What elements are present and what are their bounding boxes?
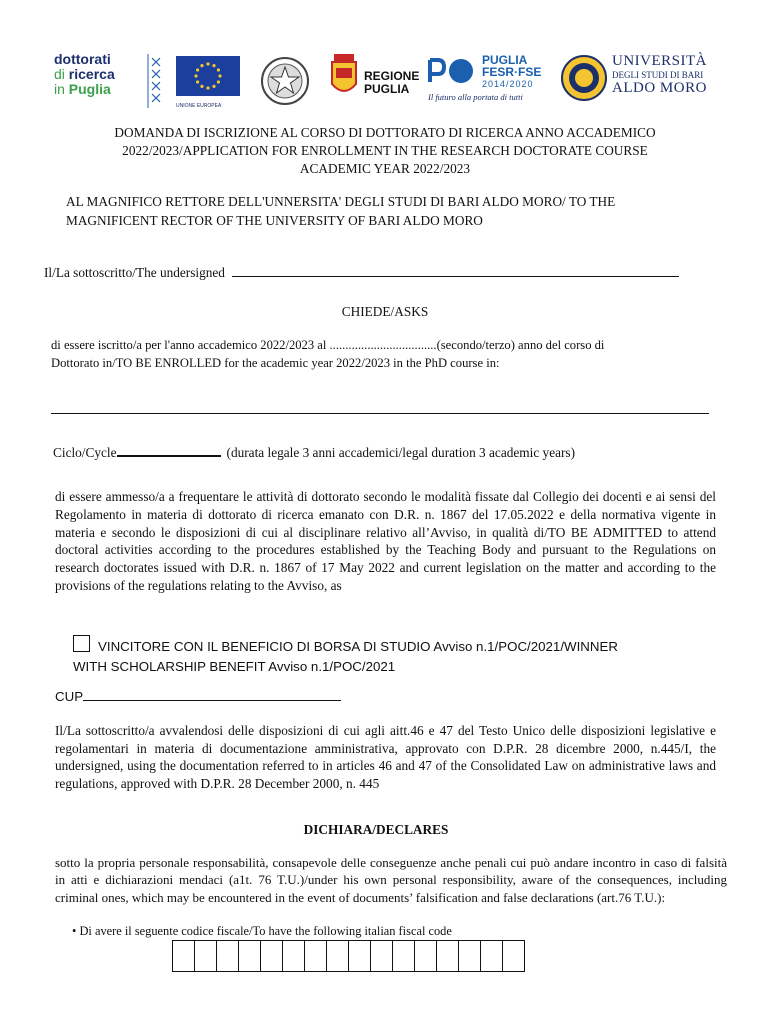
por-line1: PUGLIA [482,53,528,67]
fiscal-code-cell[interactable] [348,940,371,972]
uniba-line3: ALDO MORO [612,80,707,96]
por-puglia-logo [428,54,552,108]
admission-paragraph: di essere ammesso/a a frequentare le attività di dottorato secondo le modalità fissate dal Collegio dei docenti e ai sensi del Regolamento in materia di dottorato di ricerca emanato con D.R. n. 1867 del 17.05.2022 e della normativa vigente in materia e secondo le disposizioni di cui al disciplinare relativo all’Avviso, in qualità di/TO BE ADMITTED to attend doctoral activities according to the procedures established by the Teaching Body and pursuant to the Regulations on research doctorates issued with D.R. n. 1867 of 17 May 2022 and current legislation on the matter and according to the provisions of the regulations relating to the Avviso, as [55,489,716,593]
fiscal-code-cell[interactable] [436,940,459,972]
fiscal-code-cell[interactable] [238,940,261,972]
fiscal-code-row [72,923,452,939]
dna-icon [140,54,164,108]
regione-puglia-crest-icon [326,52,362,100]
fiscal-code-cell[interactable] [458,940,481,972]
uniba-logo [560,54,720,108]
por-tagline: Il futuro alla portata di tutti [428,92,523,102]
dottorati-logo-line1: dottorati [54,51,111,67]
undersigned-row [44,264,714,281]
winner-option [73,635,733,677]
responsibility-paragraph: sotto la propria personale responsabilità, consapevole delle conseguenze anche penali cui può andare incontro in caso di falsità in atti e dichiarazioni mendaci (a1t. 76 T.U.)/under his own personal responsibility, aware of the consequences, including criminal ones, which may be encountered in the event of documents’ falsification and false declarations (art.76 T.U.): [55,855,727,905]
eu-logo [176,56,242,108]
cup-field[interactable] [83,700,341,701]
italian-republic-emblem-icon [260,54,310,108]
fiscal-code-cell[interactable] [480,940,503,972]
fiscal-code-cell[interactable] [304,940,327,972]
por-line2: FESR·FSE [482,65,542,79]
winner-checkbox[interactable] [73,635,90,652]
fiscal-code-cell[interactable] [326,940,349,972]
cycle-field[interactable] [117,455,221,457]
phd-course-field[interactable] [51,413,709,414]
addressee-line-2: MAGNIFICENT RECTOR OF THE UNIVERSITY OF BARI ALDO MORO [66,213,483,228]
uniba-line2: DEGLI STUDI DI BARI [612,70,704,80]
asks-heading: CHIEDE/ASKS [341,304,429,319]
winner-option-line-2: WITH SCHOLARSHIP BENEFIT Avviso n.1/POC/2021 [73,659,396,674]
fiscal-code-cell[interactable] [392,940,415,972]
fiscal-code-cell[interactable] [414,940,437,972]
fiscal-code-cell[interactable] [260,940,283,972]
regione-line2: PUGLIA [364,82,410,96]
eu-caption: UNIONE EUROPEA [176,103,222,109]
uniba-line1: UNIVERSITÀ [612,53,707,69]
undersigned-label: Il/La sottoscritto/The undersigned [44,265,225,280]
cup-label: CUP [55,689,84,704]
title-line-3: ACADEMIC YEAR 2022/2023 [299,161,471,176]
dpr-paragraph: Il/La sottoscritto/a avvalendosi delle disposizioni di cui agli aitt.46 e 47 del Testo Unico delle disposizioni legislative e regolamentari in materia di documentazione amministrativa, approvato con D.P.R. 28 dicembre 2000, n.445/I, the undersigned, using the documentation referred to in articles 46 and 47 of the Consolidated Law on administrative laws and regulations, approved with D.P.R. 28 December 2000, n. 445 [55,723,716,791]
fiscal-code-cell[interactable] [502,940,525,972]
dottorati-logo-di: di [54,66,65,82]
undersigned-name-field[interactable] [232,276,679,277]
enrollment-request [51,336,721,372]
title-line-2: 2022/2023/APPLICATION FOR ENROLLMENT IN THE RESEARCH DOCTORATE COURSE [122,143,648,158]
fiscal-code-grid [173,940,525,972]
cycle-row [53,444,733,462]
fiscal-code-cell[interactable] [172,940,195,972]
dottorati-logo-in: in [54,81,65,97]
dottorati-logo-puglia: Puglia [68,81,111,97]
enrollment-line-2: Dottorato in/TO BE ENROLLED for the academic year 2022/2023 in the PhD course in: [51,356,500,370]
uniba-seal-icon [560,54,608,102]
bullet-icon: • [72,924,77,938]
regione-puglia-logo [326,52,418,108]
addressee-line-1: AL MAGNIFICO RETTORE DELL'UNNERSITA' DEGLI STUDI DI BARI ALDO MORO/ TO THE [66,194,616,209]
enrollment-line-1: di essere iscritto/a per l'anno accademico 2022/2023 al ..................................(secondo/terzo) anno del corso di [51,338,605,352]
cycle-label: Ciclo/Cycle [53,445,117,460]
por-logo-icon [428,56,476,86]
title-line-1: DOMANDA DI ISCRIZIONE AL CORSO DI DOTTORATO DI RICERCA ANNO ACCADEMICO [114,125,656,140]
fiscal-code-cell[interactable] [194,940,217,972]
fiscal-code-label: Di avere il seguente codice fiscale/To have the following italian fiscal code [79,924,452,938]
por-line3: 2014/2020 [482,79,534,89]
regione-line1: REGIONE [364,69,420,83]
logo-bar [50,50,720,110]
cycle-note: (durata legale 3 anni accademici/legal duration 3 academic years) [226,445,576,460]
winner-option-line-1: VINCITORE CON IL BENEFICIO DI BORSA DI STUDIO Avviso n.1/POC/2021/WINNER [98,639,618,654]
addressee [66,192,726,230]
dottorati-logo [54,52,164,108]
cup-row [55,688,341,706]
fiscal-code-cell[interactable] [216,940,239,972]
eu-flag-icon [176,56,240,96]
dottorati-logo-ricerca: ricerca [68,66,115,82]
fiscal-code-cell[interactable] [282,940,305,972]
declares-heading: DICHIARA/DECLARES [303,822,449,837]
document-title [40,124,730,178]
fiscal-code-cell[interactable] [370,940,393,972]
